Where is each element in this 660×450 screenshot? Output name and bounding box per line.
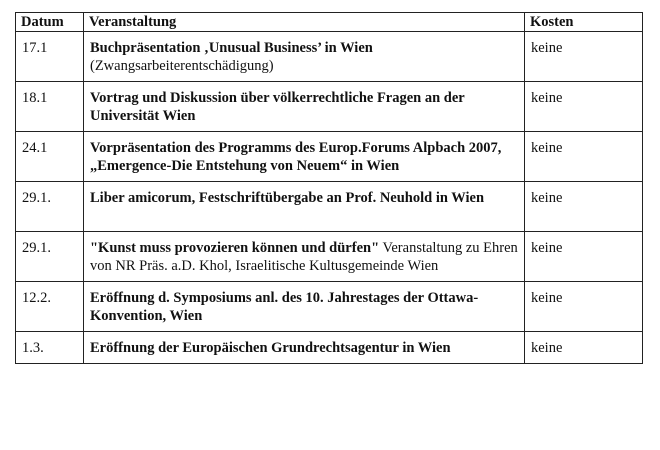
row-event xyxy=(84,332,525,364)
header-date: Datum xyxy=(16,13,84,32)
row-cost: keine xyxy=(525,232,643,282)
event-note: Veranstaltung zu Ehren von NR Präs. a.D. Khol, Israelitische Kultusgemeinde Wien xyxy=(90,240,518,274)
event-title: Liber amicorum, Festschriftübergabe an Prof. Neuhold in Wien xyxy=(90,190,485,206)
header-event: Veranstaltung xyxy=(84,13,525,32)
row-event xyxy=(84,282,525,332)
row-cost: keine xyxy=(525,182,643,232)
row-date: 29.1. xyxy=(16,232,84,282)
event-title: Vorpräsentation des Programms des Europ.Forums Alpbach 2007, „Emergence-Die Entstehung von Neuem“ in Wien xyxy=(90,140,502,174)
row-date: 29.1. xyxy=(16,182,84,232)
events-table xyxy=(15,12,643,364)
row-date: 12.2. xyxy=(16,282,84,332)
table-row xyxy=(16,332,643,364)
table-row xyxy=(16,182,643,232)
table-row xyxy=(16,82,643,132)
row-event xyxy=(84,232,525,282)
header-row xyxy=(16,13,643,32)
row-cost: keine xyxy=(525,282,643,332)
row-date: 1.3. xyxy=(16,332,84,364)
event-title: Vortrag und Diskussion über völkerrechtliche Fragen an der Universität Wien xyxy=(90,90,465,124)
event-note: (Zwangsarbeiterentschädigung) xyxy=(90,58,274,74)
row-date: 18.1 xyxy=(16,82,84,132)
table-row xyxy=(16,282,643,332)
row-cost: keine xyxy=(525,32,643,82)
table-row xyxy=(16,132,643,182)
row-date: 17.1 xyxy=(16,32,84,82)
event-title: "Kunst muss provozieren können und dürfen" xyxy=(90,240,380,256)
row-cost: keine xyxy=(525,82,643,132)
row-event xyxy=(84,132,525,182)
row-event xyxy=(84,82,525,132)
row-cost: keine xyxy=(525,132,643,182)
table-row xyxy=(16,32,643,82)
row-date: 24.1 xyxy=(16,132,84,182)
event-title: Eröffnung d. Symposiums anl. des 10. Jahrestages der Ottawa-Konvention, Wien xyxy=(90,290,479,324)
row-event xyxy=(84,182,525,232)
row-event xyxy=(84,32,525,82)
table-row xyxy=(16,232,643,282)
row-cost: keine xyxy=(525,332,643,364)
event-title: Buchpräsentation ‚Unusual Business’ in Wien xyxy=(90,40,373,56)
header-cost: Kosten xyxy=(525,13,643,32)
event-title: Eröffnung der Europäischen Grundrechtsagentur in Wien xyxy=(90,340,451,356)
